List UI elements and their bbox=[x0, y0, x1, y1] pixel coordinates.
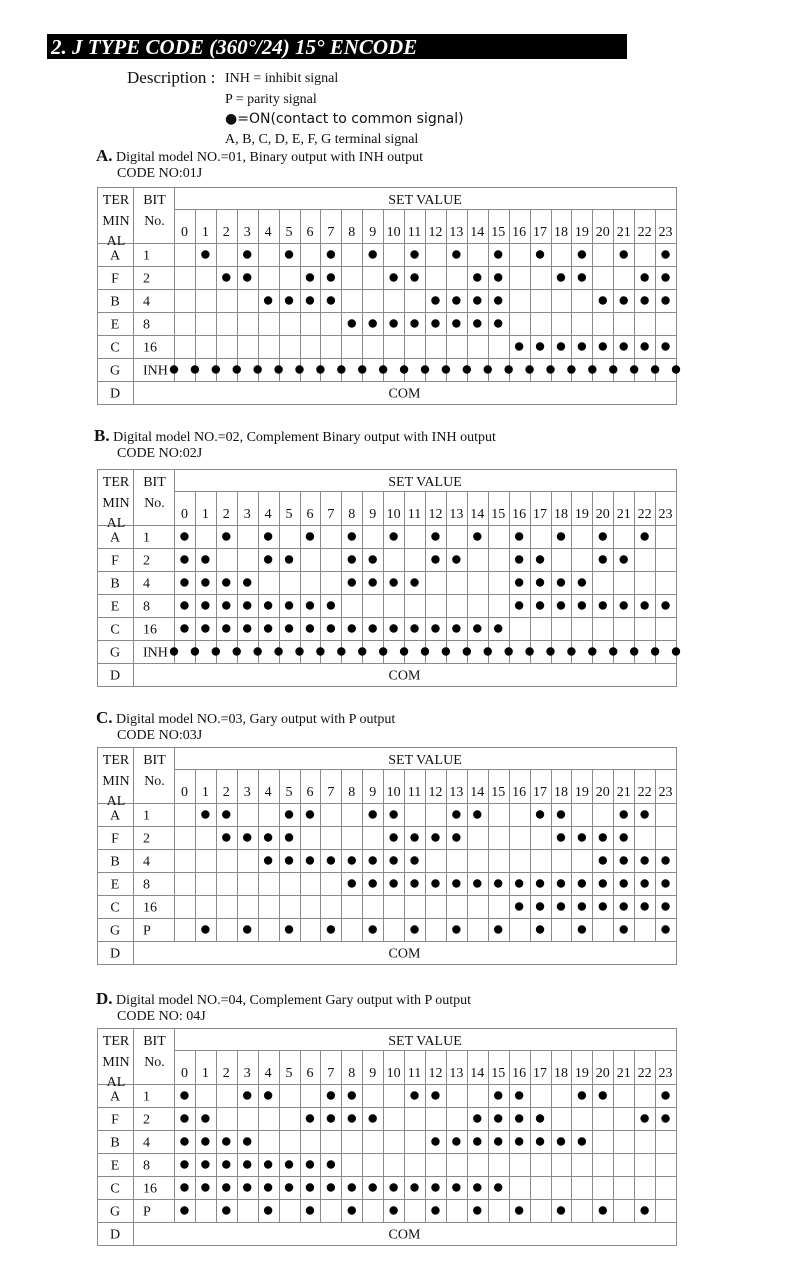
on-dot bbox=[640, 1206, 648, 1214]
on-dot bbox=[494, 1137, 502, 1145]
on-dot bbox=[515, 1137, 523, 1145]
on-dot bbox=[264, 1183, 272, 1191]
bit-label: 8 bbox=[143, 317, 150, 333]
common-label: COM bbox=[388, 1227, 421, 1243]
on-dot bbox=[494, 1114, 502, 1122]
signal-row bbox=[180, 1206, 649, 1214]
on-dot bbox=[578, 1091, 586, 1099]
on-dot bbox=[640, 1114, 648, 1122]
header-bit: BIT bbox=[143, 1034, 166, 1049]
set-value-column: 11 bbox=[407, 1066, 422, 1081]
terminal-label: D bbox=[109, 668, 121, 684]
set-value-column: 14 bbox=[470, 1066, 485, 1081]
on-dot bbox=[201, 1183, 209, 1191]
set-value-column: 2 bbox=[222, 1066, 230, 1081]
header-terminal: TER bbox=[102, 753, 130, 768]
set-value-column: 23 bbox=[658, 1066, 673, 1081]
header-bit: No. bbox=[144, 1055, 165, 1070]
signal-row bbox=[180, 1160, 335, 1168]
set-value-column: 17 bbox=[533, 785, 548, 800]
on-dot bbox=[431, 1137, 439, 1145]
section-title: Digital model NO.=02, Complement Binary output with INH output bbox=[109, 430, 496, 445]
set-value-column: 13 bbox=[449, 1066, 464, 1081]
on-dot bbox=[557, 1206, 565, 1214]
set-value-column: 10 bbox=[386, 1066, 401, 1081]
set-value-column: 15 bbox=[491, 1066, 506, 1081]
description-inh: INH = inhibit signal bbox=[225, 71, 339, 86]
header-set-value: SET VALUE bbox=[388, 193, 462, 208]
set-value-column: 8 bbox=[348, 785, 356, 800]
on-dot bbox=[369, 1114, 377, 1122]
on-dot bbox=[327, 1160, 335, 1168]
set-value-column: 8 bbox=[348, 1066, 356, 1081]
header-terminal: MIN bbox=[102, 774, 130, 789]
set-value-column: 8 bbox=[348, 225, 356, 240]
header-terminal: MIN bbox=[102, 496, 130, 511]
on-dot bbox=[201, 1114, 209, 1122]
terminal-label: D bbox=[109, 386, 121, 402]
set-value-column: 17 bbox=[533, 225, 548, 240]
on-dot bbox=[180, 1091, 188, 1099]
description-parity: P = parity signal bbox=[225, 92, 317, 107]
terminal-label: F bbox=[111, 553, 119, 569]
on-dot bbox=[222, 1206, 230, 1214]
set-value-column: 10 bbox=[386, 785, 401, 800]
on-dot bbox=[473, 1206, 481, 1214]
set-value-column: 2 bbox=[222, 507, 230, 522]
bit-label: INH bbox=[143, 645, 168, 661]
set-value-column: 23 bbox=[658, 507, 673, 522]
code-number: CODE NO:02J bbox=[117, 446, 203, 461]
section-title: Digital model NO.=03, Gary output with P output bbox=[112, 712, 396, 727]
terminal-label: C bbox=[110, 900, 120, 916]
code-number: CODE NO:03J bbox=[117, 728, 203, 743]
header-terminal: AL bbox=[106, 794, 126, 809]
bit-label: 2 bbox=[143, 271, 150, 287]
terminal-label: B bbox=[110, 576, 120, 592]
on-dot bbox=[285, 1160, 293, 1168]
on-dot bbox=[599, 1091, 607, 1099]
on-dot bbox=[243, 1183, 251, 1191]
section-letter: B. bbox=[94, 426, 110, 445]
on-dot bbox=[264, 1206, 272, 1214]
section-title: Digital model NO.=01, Binary output with INH output bbox=[112, 150, 423, 165]
set-value-column: 6 bbox=[306, 785, 314, 800]
bit-label: 4 bbox=[143, 294, 150, 310]
bit-label: INH bbox=[143, 363, 168, 379]
bit-label: P bbox=[143, 1204, 151, 1220]
header-bit: No. bbox=[144, 496, 165, 511]
terminal-label: A bbox=[109, 248, 121, 264]
common-label: COM bbox=[388, 668, 421, 684]
on-dot bbox=[515, 1114, 523, 1122]
set-value-column: 9 bbox=[369, 225, 377, 240]
terminal-label: G bbox=[109, 1204, 121, 1220]
set-value-column: 3 bbox=[243, 225, 251, 240]
set-value-column: 7 bbox=[327, 507, 335, 522]
terminal-label: E bbox=[110, 599, 120, 615]
set-value-column: 15 bbox=[491, 507, 506, 522]
on-dot bbox=[473, 1137, 481, 1145]
section-title: Digital model NO.=04, Complement Gary output with P output bbox=[112, 993, 472, 1008]
set-value-column: 4 bbox=[264, 507, 272, 522]
header-set-value: SET VALUE bbox=[388, 753, 462, 768]
set-value-column: 7 bbox=[327, 225, 335, 240]
set-value-column: 17 bbox=[533, 507, 548, 522]
terminal-label: B bbox=[110, 1135, 120, 1151]
set-value-column: 22 bbox=[637, 785, 652, 800]
bit-label: P bbox=[143, 923, 151, 939]
set-value-column: 21 bbox=[616, 225, 631, 240]
set-value-column: 10 bbox=[386, 507, 401, 522]
on-dot bbox=[389, 1183, 397, 1191]
section-letter: A. bbox=[96, 146, 113, 165]
set-value-column: 5 bbox=[285, 507, 293, 522]
header-set-value: SET VALUE bbox=[388, 1034, 462, 1049]
set-value-column: 4 bbox=[264, 1066, 272, 1081]
bit-label: 16 bbox=[143, 1181, 157, 1197]
terminal-label: B bbox=[110, 294, 120, 310]
description-on: ●=ON(contact to common signal) bbox=[225, 111, 464, 127]
set-value-column: 3 bbox=[243, 785, 251, 800]
terminal-label: G bbox=[109, 645, 121, 661]
code-number: CODE NO: 04J bbox=[117, 1009, 206, 1024]
set-value-column: 19 bbox=[574, 785, 589, 800]
set-value-column: 16 bbox=[512, 1066, 527, 1081]
header-terminal: MIN bbox=[102, 1055, 130, 1070]
on-dot bbox=[180, 1137, 188, 1145]
on-dot bbox=[452, 1137, 460, 1145]
bit-label: 1 bbox=[143, 530, 150, 546]
on-dot bbox=[306, 1160, 314, 1168]
bit-label: 4 bbox=[143, 576, 150, 592]
terminal-label: E bbox=[110, 1158, 120, 1174]
set-value-column: 23 bbox=[658, 225, 673, 240]
set-value-column: 0 bbox=[180, 507, 188, 522]
on-dot bbox=[180, 1114, 188, 1122]
set-value-column: 11 bbox=[407, 507, 422, 522]
set-value-column: 16 bbox=[512, 507, 527, 522]
on-dot bbox=[201, 1160, 209, 1168]
set-value-column: 7 bbox=[327, 785, 335, 800]
set-value-column: 16 bbox=[512, 785, 527, 800]
on-dot bbox=[599, 1206, 607, 1214]
set-value-column: 22 bbox=[637, 1066, 652, 1081]
set-value-column: 20 bbox=[595, 507, 610, 522]
on-dot bbox=[494, 1183, 502, 1191]
terminal-label: F bbox=[111, 271, 119, 287]
set-value-column: 15 bbox=[491, 785, 506, 800]
terminal-label: D bbox=[109, 1227, 121, 1243]
header-terminal: TER bbox=[102, 193, 130, 208]
on-dot bbox=[515, 1206, 523, 1214]
on-dot bbox=[264, 1160, 272, 1168]
set-value-column: 6 bbox=[306, 507, 314, 522]
set-value-column: 14 bbox=[470, 507, 485, 522]
set-value-column: 20 bbox=[595, 225, 610, 240]
set-value-column: 13 bbox=[449, 507, 464, 522]
bit-label: 4 bbox=[143, 854, 150, 870]
on-dot bbox=[431, 1183, 439, 1191]
bit-label: 16 bbox=[143, 900, 157, 916]
header-terminal: MIN bbox=[102, 214, 130, 229]
on-dot bbox=[180, 1160, 188, 1168]
on-dot bbox=[536, 1137, 544, 1145]
set-value-column: 7 bbox=[327, 1066, 335, 1081]
set-value-column: 0 bbox=[180, 785, 188, 800]
on-dot bbox=[348, 1206, 356, 1214]
on-dot bbox=[410, 1091, 418, 1099]
terminal-label: F bbox=[111, 831, 119, 847]
set-value-column: 0 bbox=[180, 225, 188, 240]
on-dot bbox=[327, 1183, 335, 1191]
set-value-column: 13 bbox=[449, 225, 464, 240]
on-dot bbox=[222, 1183, 230, 1191]
header-terminal: AL bbox=[106, 1075, 126, 1090]
terminal-label: G bbox=[109, 363, 121, 379]
on-dot bbox=[473, 1183, 481, 1191]
set-value-column: 0 bbox=[180, 1066, 188, 1081]
on-dot bbox=[557, 1137, 565, 1145]
set-value-column: 1 bbox=[201, 507, 209, 522]
terminal-label: G bbox=[109, 923, 121, 939]
terminal-label: F bbox=[111, 1112, 119, 1128]
set-value-column: 6 bbox=[306, 225, 314, 240]
set-value-column: 18 bbox=[553, 225, 568, 240]
set-value-column: 9 bbox=[369, 785, 377, 800]
set-value-column: 19 bbox=[574, 507, 589, 522]
set-value-column: 6 bbox=[306, 1066, 314, 1081]
on-dot bbox=[201, 1137, 209, 1145]
set-value-column: 21 bbox=[616, 1066, 631, 1081]
on-dot bbox=[180, 1206, 188, 1214]
set-value-column: 2 bbox=[222, 225, 230, 240]
set-value-column: 5 bbox=[285, 785, 293, 800]
set-value-column: 17 bbox=[533, 1066, 548, 1081]
set-value-column: 12 bbox=[428, 785, 443, 800]
on-dot bbox=[452, 1183, 460, 1191]
on-dot bbox=[222, 1160, 230, 1168]
set-value-column: 21 bbox=[616, 507, 631, 522]
set-value-column: 18 bbox=[553, 785, 568, 800]
set-value-column: 23 bbox=[658, 785, 673, 800]
on-dot bbox=[243, 1160, 251, 1168]
set-value-column: 3 bbox=[243, 507, 251, 522]
on-dot bbox=[515, 1091, 523, 1099]
on-dot bbox=[369, 1183, 377, 1191]
on-dot bbox=[348, 1114, 356, 1122]
on-dot bbox=[661, 1091, 669, 1099]
set-value-column: 3 bbox=[243, 1066, 251, 1081]
bit-label: 8 bbox=[143, 599, 150, 615]
set-value-column: 19 bbox=[574, 225, 589, 240]
code-number: CODE NO:01J bbox=[117, 166, 203, 181]
terminal-label: D bbox=[109, 946, 121, 962]
set-value-column: 20 bbox=[595, 1066, 610, 1081]
set-value-column: 9 bbox=[369, 1066, 377, 1081]
header-bit: BIT bbox=[143, 753, 166, 768]
set-value-column: 22 bbox=[637, 225, 652, 240]
bit-label: 1 bbox=[143, 248, 150, 264]
on-dot bbox=[348, 1183, 356, 1191]
section-letter: D. bbox=[96, 989, 113, 1008]
on-dot bbox=[389, 1206, 397, 1214]
bit-label: 16 bbox=[143, 622, 157, 638]
set-value-column: 20 bbox=[595, 785, 610, 800]
set-value-column: 1 bbox=[201, 1066, 209, 1081]
set-value-column: 18 bbox=[553, 1066, 568, 1081]
set-value-column: 16 bbox=[512, 225, 527, 240]
set-value-column: 8 bbox=[348, 507, 356, 522]
terminal-label: C bbox=[110, 340, 120, 356]
set-value-column: 5 bbox=[285, 225, 293, 240]
common-label: COM bbox=[388, 386, 421, 402]
set-value-column: 12 bbox=[428, 225, 443, 240]
on-dot bbox=[306, 1114, 314, 1122]
on-dot bbox=[243, 1091, 251, 1099]
set-value-column: 1 bbox=[201, 785, 209, 800]
on-dot bbox=[285, 1183, 293, 1191]
terminal-label: C bbox=[110, 622, 120, 638]
header-terminal: TER bbox=[102, 1034, 130, 1049]
header-bit: BIT bbox=[143, 193, 166, 208]
header-bit: No. bbox=[144, 774, 165, 789]
on-dot bbox=[661, 1114, 669, 1122]
set-value-column: 22 bbox=[637, 507, 652, 522]
header-terminal: AL bbox=[106, 516, 126, 531]
set-value-column: 19 bbox=[574, 1066, 589, 1081]
bit-label: 8 bbox=[143, 1158, 150, 1174]
bit-label: 2 bbox=[143, 553, 150, 569]
set-value-column: 18 bbox=[553, 507, 568, 522]
set-value-column: 14 bbox=[470, 785, 485, 800]
common-label: COM bbox=[388, 946, 421, 962]
on-dot bbox=[431, 1091, 439, 1099]
set-value-column: 15 bbox=[491, 225, 506, 240]
on-dot bbox=[494, 1091, 502, 1099]
on-dot bbox=[473, 1114, 481, 1122]
set-value-column: 1 bbox=[201, 225, 209, 240]
terminal-label: A bbox=[109, 530, 121, 546]
bit-label: 16 bbox=[143, 340, 157, 356]
on-dot bbox=[327, 1114, 335, 1122]
set-value-column: 5 bbox=[285, 1066, 293, 1081]
bit-label: 1 bbox=[143, 1089, 150, 1105]
page-title: 2. J TYPE CODE (360°/24) 15° ENCODE bbox=[51, 35, 418, 59]
set-value-column: 9 bbox=[369, 507, 377, 522]
header-terminal: AL bbox=[106, 234, 126, 249]
set-value-column: 12 bbox=[428, 1066, 443, 1081]
bit-label: 1 bbox=[143, 808, 150, 824]
set-value-column: 4 bbox=[264, 785, 272, 800]
on-dot bbox=[222, 1137, 230, 1145]
on-dot bbox=[180, 1183, 188, 1191]
set-value-column: 14 bbox=[470, 225, 485, 240]
bit-label: 8 bbox=[143, 877, 150, 893]
header-terminal: TER bbox=[102, 475, 130, 490]
set-value-column: 21 bbox=[616, 785, 631, 800]
on-dot bbox=[327, 1091, 335, 1099]
header-set-value: SET VALUE bbox=[388, 475, 462, 490]
on-dot bbox=[243, 1137, 251, 1145]
terminal-label: B bbox=[110, 854, 120, 870]
set-value-column: 10 bbox=[386, 225, 401, 240]
set-value-column: 12 bbox=[428, 507, 443, 522]
set-value-column: 11 bbox=[407, 785, 422, 800]
terminal-label: A bbox=[109, 808, 121, 824]
set-value-column: 2 bbox=[222, 785, 230, 800]
on-dot bbox=[306, 1183, 314, 1191]
on-dot bbox=[578, 1137, 586, 1145]
set-value-column: 4 bbox=[264, 225, 272, 240]
header-bit: No. bbox=[144, 214, 165, 229]
on-dot bbox=[536, 1114, 544, 1122]
terminal-label: C bbox=[110, 1181, 120, 1197]
section-letter: C. bbox=[96, 708, 113, 727]
header-bit: BIT bbox=[143, 475, 166, 490]
on-dot bbox=[264, 1091, 272, 1099]
bit-label: 2 bbox=[143, 831, 150, 847]
bit-label: 4 bbox=[143, 1135, 150, 1151]
description-label: Description : bbox=[127, 68, 216, 87]
set-value-column: 11 bbox=[407, 225, 422, 240]
terminal-label: A bbox=[109, 1089, 121, 1105]
on-dot bbox=[348, 1091, 356, 1099]
description-terminals: A, B, C, D, E, F, G terminal signal bbox=[225, 132, 419, 147]
set-value-column: 13 bbox=[449, 785, 464, 800]
on-dot bbox=[410, 1183, 418, 1191]
terminal-label: E bbox=[110, 317, 120, 333]
terminal-label: E bbox=[110, 877, 120, 893]
bit-label: 2 bbox=[143, 1112, 150, 1128]
on-dot bbox=[306, 1206, 314, 1214]
on-dot bbox=[431, 1206, 439, 1214]
